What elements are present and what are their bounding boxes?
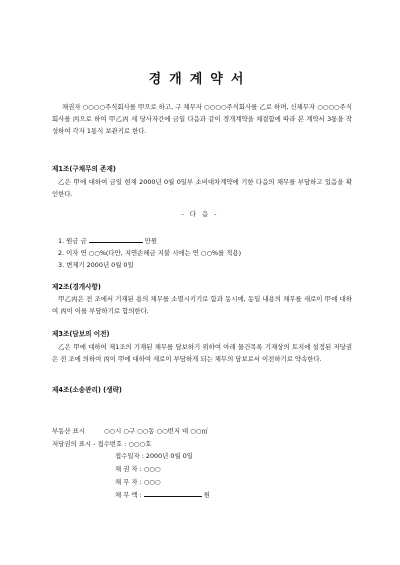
debt-interest-item: 2. 이자 연 ○○%(다만, 지연손해금 지불 시에는 연 ○○%를 적용)	[58, 249, 242, 257]
article-3-heading: 제3조(담보의 이전)	[52, 330, 110, 338]
article-1-heading: 제1조(구채무의 존재)	[52, 165, 116, 173]
principal-prefix: 1. 원금 금	[58, 237, 87, 245]
article-1-center-label: - 다 음 -	[181, 210, 219, 218]
property-value: ○○시 ○구 ○○동 ○○번지 대 ○○㎡	[104, 427, 208, 435]
debt-due-item: 3. 변제기 2000년 0월 0일	[58, 261, 134, 269]
debt-principal-item	[58, 235, 157, 247]
article-2-body: 甲乙丙은 전 조에서 기재된 용의 채무를 소멸시키기로 함과 동시에, 동일 내용의 채무를 새로이 甲에 대하여 丙이 이를 부담하기로 합의한다.	[52, 295, 352, 315]
property-label: 부동산 표시	[52, 427, 85, 435]
article-2-heading: 제2조(경개사항)	[52, 283, 101, 291]
principal-blank-line	[89, 235, 143, 243]
receipt-date-line: 접수일자 : 2000년 0월 0일	[115, 452, 193, 460]
creditor-line: 채 권 자 : ○○○	[115, 465, 161, 473]
document-title: 경개계약서	[148, 72, 252, 87]
debtor-line: 채 무 자 : ○○○	[115, 478, 161, 486]
debt-amount-prefix: 채 무 액 :	[115, 491, 142, 499]
debt-amount-suffix: 원	[203, 491, 210, 499]
debt-amount-blank-line	[144, 489, 202, 497]
article-4-heading: 제4조(소송관리) (생략)	[52, 386, 122, 394]
principal-suffix: 만원	[144, 237, 158, 245]
debt-amount-line	[115, 489, 210, 501]
intro-paragraph: 채권자 ○○○○주식회사를 甲으로 하고, 구 채무자 ○○○○주식회사를 乙로 하며, 신채무자 ○○○○주식회사를 丙으로 하여 甲乙丙 세 당사자간에 금일 다음과 같이 경개계약을 체결함에 따라 본 계약서 3통을 작성하여 각자 1통식 보관키로 한다.	[52, 103, 352, 135]
mortgage-line: 저당권의 표시 - 접수번호 : ○○○호	[52, 440, 152, 448]
article-1-body: 乙은 甲에 대하여 금일 현재 2000년 0월 0일부 소비대차계약에 기한 다음의 채무를 부담하고 있음을 확인한다.	[52, 178, 352, 198]
article-3-body: 乙은 甲에 대하여 제1조의 기재된 채무를 담보하기 위하여 아래 물건목록 기재상의 토지에 설정된 저당권은 전 조에 의하여 丙이 甲에 대하여 새로이 부담하게 되는 채무의 담보로서 이전하기로 약속한다.	[52, 343, 352, 363]
